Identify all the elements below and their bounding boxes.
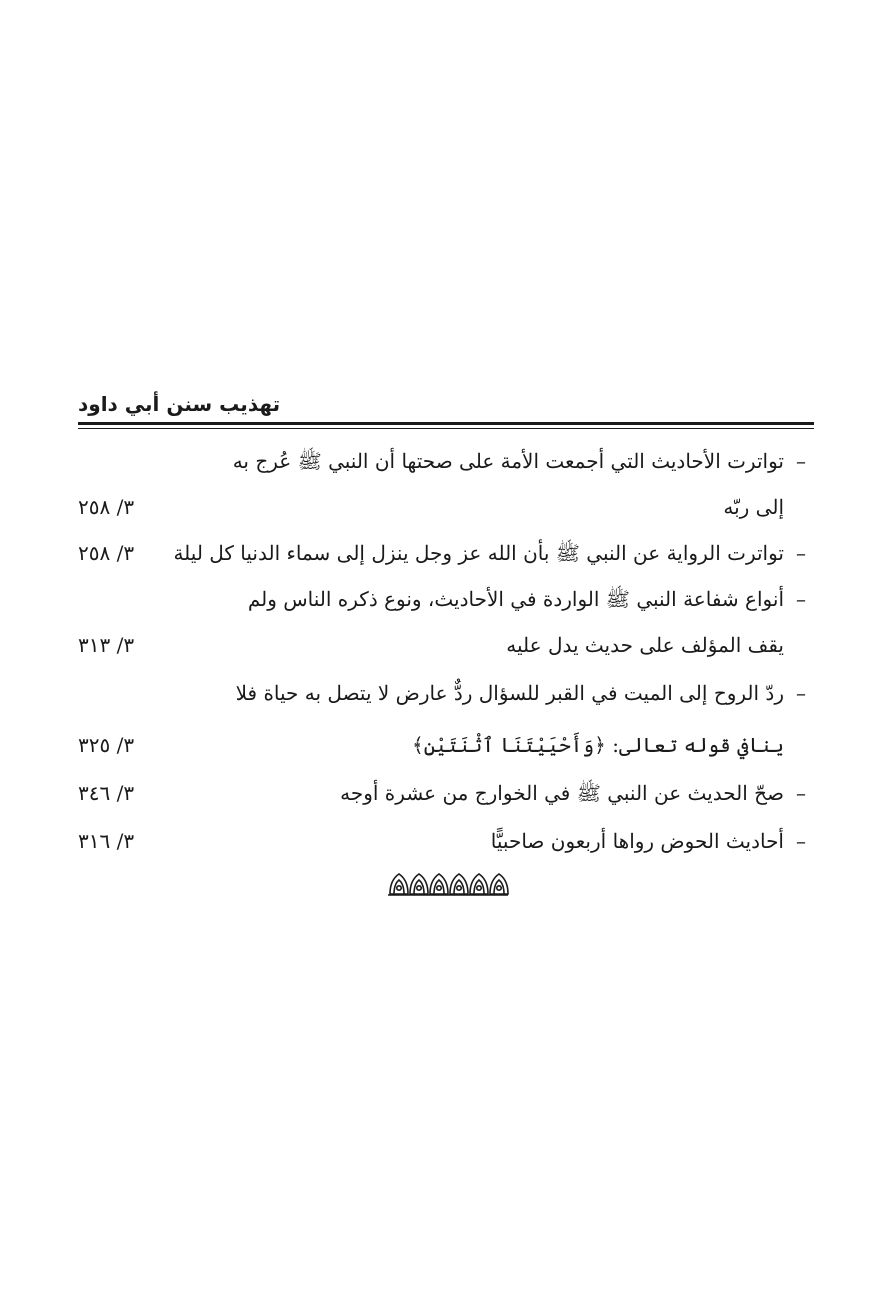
entry-reference: ٣/ ٣٤٦	[78, 781, 135, 805]
entry-4-line-2	[78, 722, 814, 768]
entry-4-line-1	[78, 670, 814, 716]
entry-5-line-1	[78, 770, 814, 816]
entry-text: ردّ الروح إلى الميت في القبر للسؤال ردٌّ عارض لا يتصل به حياة فلا	[235, 681, 784, 705]
entry-2-line-1	[78, 530, 814, 576]
entry-text-continued: إلى ربّه	[723, 495, 784, 519]
entry-6-line-1	[78, 818, 814, 864]
entry-dash: –	[796, 781, 806, 805]
entry-text: أحاديث الحوض رواها أربعون صاحبيًّا	[490, 829, 784, 853]
entry-text: صحّ الحديث عن النبي ﷺ في الخوارج من عشرة أوجه	[340, 781, 784, 805]
entry-3-line-1	[78, 576, 814, 622]
entry-dash: –	[796, 449, 806, 473]
entry-reference: ٣/ ٢٥٨	[78, 495, 135, 519]
entry-1-line-1	[78, 438, 814, 484]
entry-dash: –	[796, 829, 806, 853]
running-head: تهذيب سنن أبي داود	[78, 392, 281, 416]
header-rule-thick	[78, 422, 814, 425]
entry-text-continued: ينافي قوله تعالى: ﴿وَأَحْيَيْتَنَا ٱثْنَتَيْنِ﴾	[411, 733, 784, 757]
entry-text: تواترت الرواية عن النبي ﷺ بأن الله عز وجل ينزل إلى سماء الدنيا كل ليلة	[173, 541, 784, 565]
entry-reference: ٣/ ٣١٣	[78, 633, 135, 657]
entry-text: أنواع شفاعة النبي ﷺ الواردة في الأحاديث، ونوع ذكره الناس ولم	[247, 587, 784, 611]
entry-dash: –	[796, 587, 806, 611]
section-end-ornament-icon	[386, 870, 510, 896]
entry-text: تواترت الأحاديث التي أجمعت الأمة على صحتها أن النبي ﷺ عُرج به	[232, 449, 784, 473]
entry-1-line-2	[78, 484, 814, 530]
entry-dash: –	[796, 541, 806, 565]
entry-dash: –	[796, 681, 806, 705]
header-rule-thin	[78, 428, 814, 429]
entry-3-line-2	[78, 622, 814, 668]
entry-reference: ٣/ ٢٥٨	[78, 541, 135, 565]
entry-text-continued: يقف المؤلف على حديث يدل عليه	[506, 633, 784, 657]
entry-reference: ٣/ ٣٢٥	[78, 733, 135, 757]
entry-reference: ٣/ ٣١٦	[78, 829, 135, 853]
